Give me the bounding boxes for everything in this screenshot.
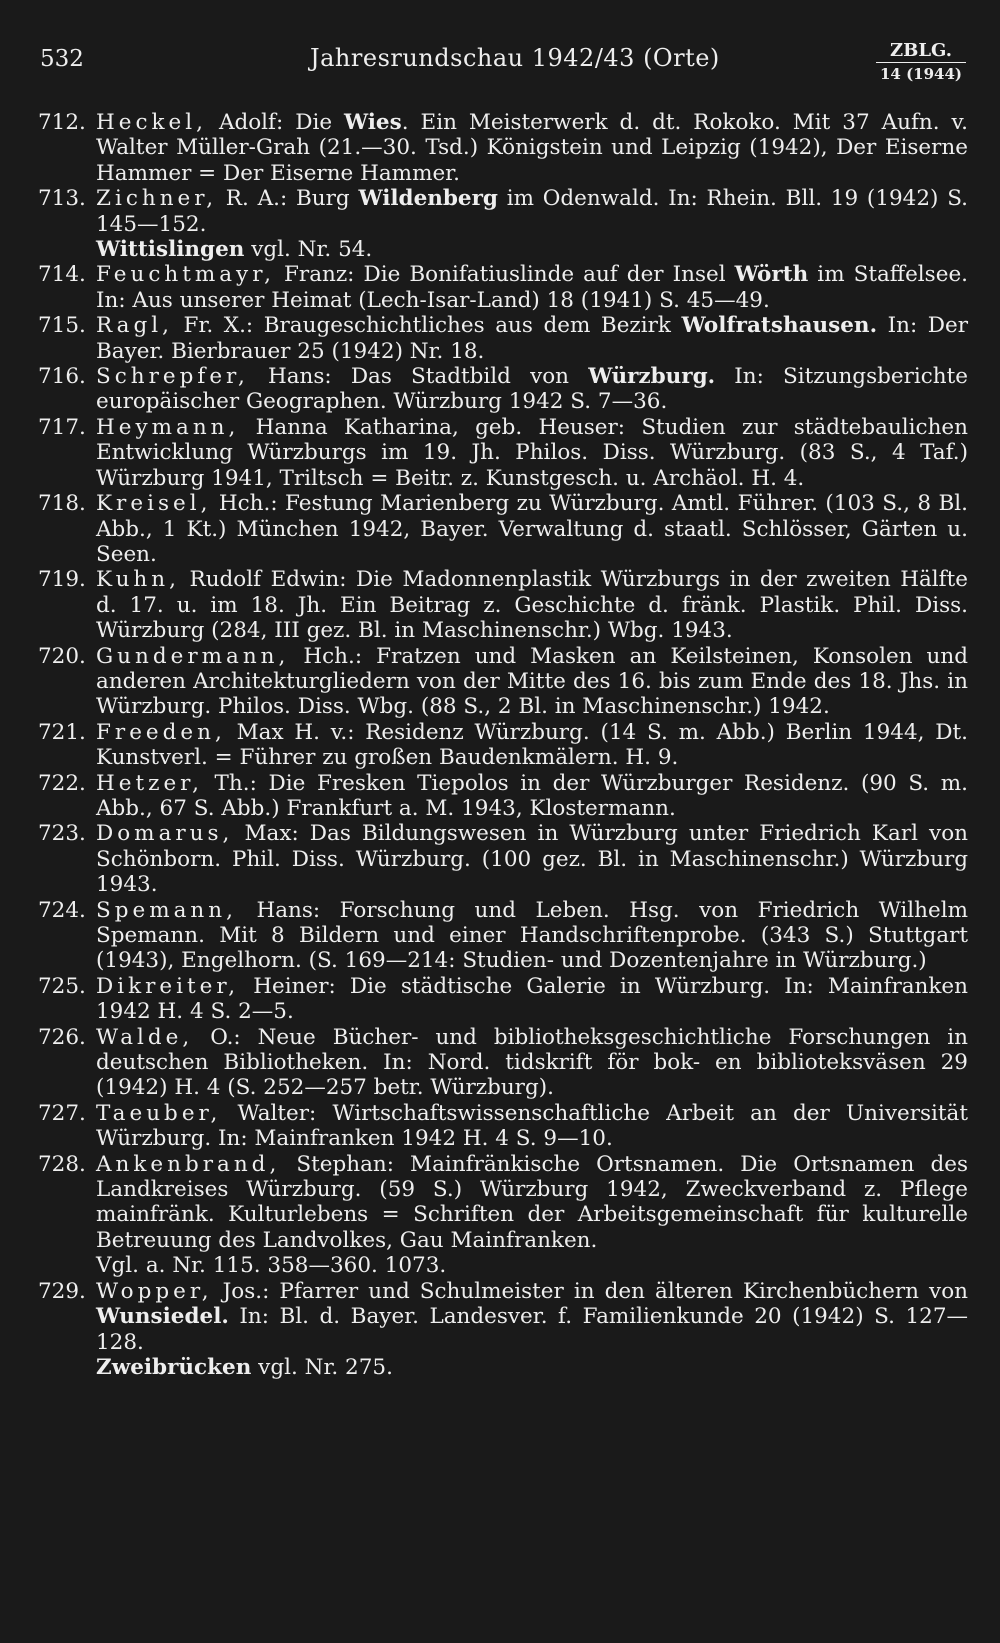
cross-reference-text: vgl. Nr. 54. bbox=[244, 237, 373, 263]
bibliography-entry bbox=[38, 898, 968, 974]
bibliography-entry bbox=[38, 720, 968, 771]
entry-text: Adolf: Die bbox=[206, 110, 344, 135]
entry-text: Stephan: Mainfränkische Ortsnamen. Die Ortsnamen des Landkreises Würzburg. (59 S.) Würzburg 1942, Zweckverband z. Pflege mainfränk. Kulturlebens = Schriften der Arbeitsgemeinschaft für kulturelle Betreuung des Landvolkes, Gau Mainfranken. bbox=[96, 1151, 968, 1253]
bibliography-entry bbox=[38, 644, 968, 720]
bibliography-entry bbox=[38, 313, 968, 364]
entry-text: Hans: Forschung und Leben. Hsg. von Friedrich Wilhelm Spemann. Mit 8 Bildern und einer Handschriftenprobe. (343 S.) Stuttgart (1943), Engelhorn. (S. 169—214: Studien- und Dozentenjahre in Würzburg.) bbox=[96, 897, 968, 974]
entry-author: Walde, bbox=[96, 1024, 194, 1050]
cross-reference-line bbox=[38, 237, 968, 262]
entry-text: Franz: Die Bonifatiuslinde auf der Insel bbox=[274, 262, 735, 288]
bibliography-entry bbox=[38, 110, 968, 186]
cross-reference-line bbox=[38, 1253, 968, 1278]
entry-place: Wolfratshausen. bbox=[681, 313, 878, 339]
entry-number: 720. bbox=[38, 643, 86, 669]
entry-number: 722. bbox=[38, 770, 86, 796]
bibliography-entry bbox=[38, 364, 968, 415]
bibliography-entry bbox=[38, 974, 968, 1025]
journal-abbreviation: ZBLG. bbox=[876, 40, 966, 63]
entry-author: Heckel, bbox=[96, 110, 207, 135]
entry-author: Ragl, bbox=[96, 313, 173, 339]
bibliography-entry bbox=[38, 262, 968, 313]
entry-author: Domarus, bbox=[96, 821, 234, 847]
bibliography-entry bbox=[38, 567, 968, 643]
cross-reference-text: vgl. Nr. 275. bbox=[251, 1354, 393, 1380]
entry-number: 713. bbox=[38, 186, 86, 212]
entry-number: 725. bbox=[38, 973, 86, 999]
entry-text-continued: im Staffelsee. In: Aus unserer Heimat (Lech-Isar-Land) 18 (1941) S. 45—49. bbox=[96, 262, 968, 313]
entry-author: Dikreiter, bbox=[96, 973, 240, 999]
entry-author: Spemann, bbox=[96, 897, 237, 923]
entry-text-continued: . Ein Meisterwerk d. dt. Rokoko. Mit 37 Aufn. v. Walter Müller-Grah (21.—30. Tsd.) Königstein und Leipzig (1942), Der Eiserne Hammer = Der Eiserne Hammer. bbox=[96, 110, 968, 186]
cross-reference-place: Wittislingen bbox=[96, 237, 245, 263]
entry-author: Heymann, bbox=[96, 414, 240, 440]
entry-place: Wunsiedel. bbox=[96, 1304, 229, 1330]
bibliography-entry bbox=[38, 821, 968, 897]
entry-author: Freeden, bbox=[96, 719, 226, 745]
journal-reference bbox=[876, 40, 966, 83]
bibliography-entry bbox=[38, 1152, 968, 1254]
entry-number: 715. bbox=[38, 313, 86, 339]
entry-number: 712. bbox=[38, 110, 86, 135]
entry-author: Ankenbrand, bbox=[96, 1151, 281, 1177]
entry-author: Kreisel, bbox=[96, 491, 212, 517]
bibliography-entry bbox=[38, 1101, 968, 1152]
bibliography-entry bbox=[38, 491, 968, 567]
entry-text: Max: Das Bildungswesen in Würzburg unter Friedrich Karl von Schönborn. Phil. Diss. Würzburg. (100 gez. Bl. in Maschinenschr.) Würzburg 1943. bbox=[96, 821, 968, 898]
entry-number: 726. bbox=[38, 1024, 86, 1050]
entry-text: Hans: Das Stadtbild von bbox=[248, 364, 589, 390]
entry-number: 716. bbox=[38, 364, 86, 390]
entry-text: O.: Neue Bücher- und bibliotheksgeschichtliche Forschungen in deutschen Bibliotheken. In: Nord. tidskrift för bok- en biblioteksväsen 29 (1942) H. 4 (S. 252—257 betr. Würzburg). bbox=[96, 1024, 968, 1101]
entry-place: Wörth bbox=[734, 262, 809, 288]
entry-author: Zichner, bbox=[96, 186, 218, 212]
entry-text-continued: In: Bl. d. Bayer. Landesver. f. Familienkunde 20 (1942) S. 127—128. bbox=[96, 1304, 968, 1355]
entry-number: 721. bbox=[38, 719, 86, 745]
entry-text: Hch.: Festung Marienberg zu Würzburg. Amtl. Führer. (103 S., 8 Bl. Abb., 1 Kt.) München 1942, Bayer. Verwaltung d. staatl. Schlösser, Gärten u. Seen. bbox=[96, 491, 968, 567]
entry-author: Wopper, bbox=[96, 1278, 213, 1304]
entry-number: 729. bbox=[38, 1278, 86, 1304]
entry-author: Kuhn, bbox=[96, 567, 180, 593]
bibliography-entry bbox=[38, 1279, 968, 1355]
entry-place: Wildenberg bbox=[358, 186, 498, 212]
bibliography-entry bbox=[38, 186, 968, 237]
entry-author: Gundermann, bbox=[96, 643, 290, 669]
entry-author: Feuchtmayr, bbox=[96, 262, 275, 288]
entry-text: Fr. X.: Braugeschichtliches aus dem Bezirk bbox=[172, 313, 682, 339]
entry-text: Max H. v.: Residenz Würzburg. (14 S. m. Abb.) Berlin 1944, Dt. Kunstverl. = Führer zu großen Baudenkmälern. H. 9. bbox=[96, 719, 968, 771]
entry-number: 719. bbox=[38, 567, 86, 593]
entry-text: Th.: Die Fresken Tiepolos in der Würzburger Residenz. (90 S. m. Abb., 67 S. Abb.) Frankfurt a. M. 1943, Klostermann. bbox=[96, 770, 968, 821]
entry-number: 723. bbox=[38, 821, 86, 847]
journal-volume: 14 (1944) bbox=[879, 65, 963, 83]
cross-reference-place: Zweibrücken bbox=[96, 1354, 252, 1380]
bibliography-list bbox=[38, 110, 968, 1380]
entry-place: Würzburg. bbox=[588, 364, 716, 390]
entry-author: Schrepfer, bbox=[96, 364, 249, 390]
entry-number: 714. bbox=[38, 262, 86, 288]
entry-text-continued: In: Der Bayer. Bierbrauer 25 (1942) Nr. 18. bbox=[96, 313, 969, 364]
entry-text: Walter: Wirtschaftswissenschaftliche Arbeit an der Universität Würzburg. In: Mainfranken 1942 H. 4 S. 9—10. bbox=[96, 1100, 968, 1152]
entry-text: Rudolf Edwin: Die Madonnenplastik Würzburgs in der zweiten Hälfte d. 17. u. im 18. Jh. Ein Beitrag z. Geschichte d. fränk. Plastik. Phil. Diss. Würzburg (284, III gez. Bl. in Maschinenschr.) Wbg. 1943. bbox=[96, 567, 968, 644]
page-header bbox=[38, 40, 968, 90]
entry-text: R. A.: Burg bbox=[217, 186, 359, 212]
bibliography-entry bbox=[38, 1025, 968, 1101]
cross-reference-line bbox=[38, 1355, 968, 1380]
entry-author: Taeuber, bbox=[96, 1100, 222, 1126]
entry-text-continued: In: Sitzungsberichte europäischer Geographen. Würzburg 1942 S. 7—36. bbox=[96, 364, 968, 415]
entry-text: Hch.: Fratzen und Masken an Keilsteinen, Konsolen und anderen Architekturgliedern von der Mitte des 16. bis zum Ende des 18. Jhs. in Würzburg. Philos. Diss. Wbg. (88 S., 2 Bl. in Maschinenschr.) 1942. bbox=[96, 643, 968, 720]
bibliography-entry bbox=[38, 415, 968, 491]
entry-text: Hanna Katharina, geb. Heuser: Studien zur städtebaulichen Entwicklung Würzburgs im 19. Jh. Philos. Diss. Würzburg. (83 S., 4 Taf.) Würzburg 1941, Triltsch = Beitr. z. Kunstgesch. u. Archäol. H. 4. bbox=[96, 414, 968, 491]
entry-author: Hetzer, bbox=[96, 770, 203, 796]
entry-number: 728. bbox=[38, 1151, 86, 1177]
entry-number: 727. bbox=[38, 1100, 86, 1126]
page-number: 532 bbox=[40, 46, 84, 72]
entry-text: Jos.: Pfarrer und Schulmeister in den älteren Kirchenbüchern von bbox=[212, 1278, 968, 1304]
running-title: Jahresrundschau 1942/43 (Orte) bbox=[310, 44, 720, 72]
entry-place: Wies bbox=[344, 110, 402, 135]
entry-text: Heiner: Die städtische Galerie in Würzburg. In: Mainfranken 1942 H. 4 S. 2—5. bbox=[96, 973, 968, 1025]
entry-text-continued: im Odenwald. In: Rhein. Bll. 19 (1942) S. 145—152. bbox=[96, 186, 968, 237]
bibliography-entry bbox=[38, 771, 968, 822]
entry-number: 724. bbox=[38, 897, 86, 923]
entry-number: 718. bbox=[38, 491, 86, 517]
entry-number: 717. bbox=[38, 414, 86, 440]
cross-reference-text: Vgl. a. Nr. 115. 358—360. 1073. bbox=[96, 1253, 447, 1279]
